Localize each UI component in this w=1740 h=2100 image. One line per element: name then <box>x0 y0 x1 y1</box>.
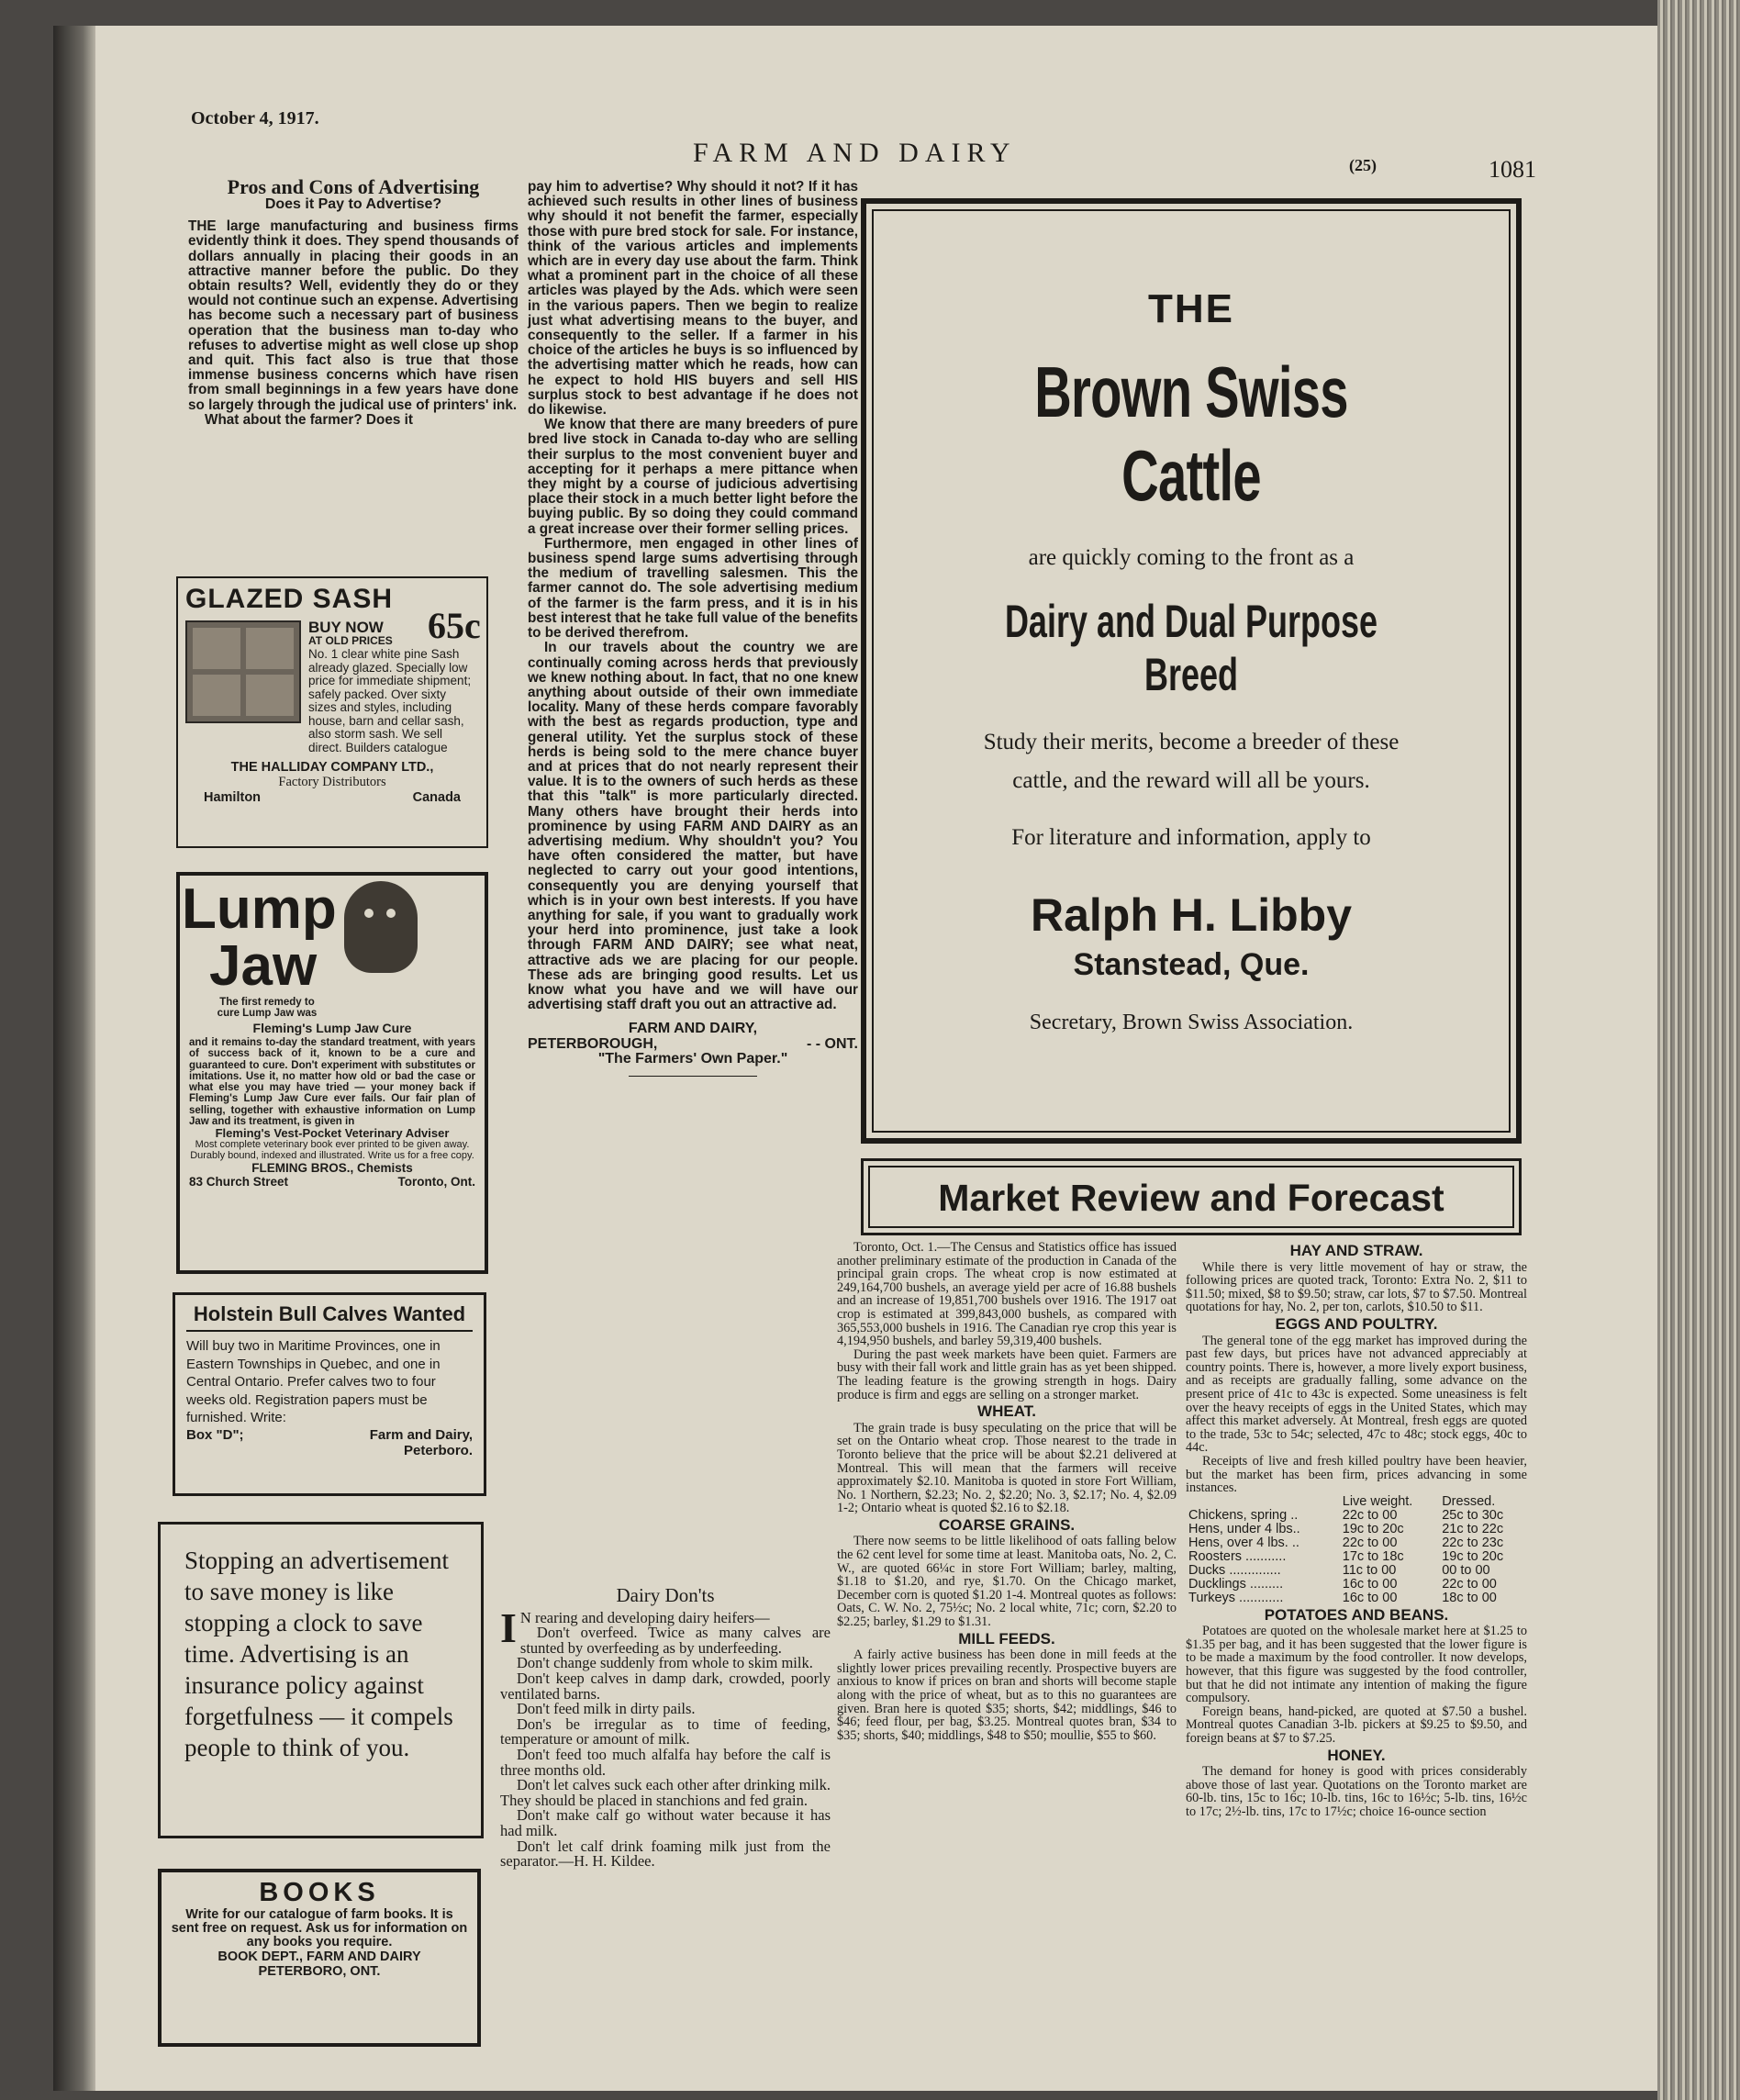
market-para: There now seems to be little likelihood of oats falling below the 62 cent level for some time at least. Manitoba oats, No. 2, C. W., are quoted 66¼c in store Fort William; barley, malting, $1.18 to $1.20, and rye, $1.70. On the Chicago market, December corn is quoted $1.20 1-4. Montreal quotes as follows: Oats, C. W. No. 2, 75½c; No. 2 local white, 71c; corn, $2.20 to $2.25; barley, $1.29 to $1.31. <box>837 1534 1177 1630</box>
ad-body: No. 1 clear white pine Sash already glazed. Specially low price for immediate shipment; safely packed. Over sixty sizes and styles, including house, barn and cellar sash, also storm sash. We sell direct. Builders catalogue <box>308 648 472 754</box>
brown-swiss-inner <box>872 209 1511 1133</box>
ad-title: Holstein Bull Calves Wanted <box>186 1302 473 1332</box>
window-sash-image <box>185 620 301 723</box>
ad-city: Peterboro. <box>403 1442 473 1458</box>
ad-literature: For literature and information, apply to <box>1011 825 1371 850</box>
ad-city: Toronto, Ont. <box>397 1175 475 1190</box>
table-cell: 19c to 20c <box>1442 1548 1504 1564</box>
dont-item: Don's be irregular as to time of feeding, temperature or amount of milk. <box>500 1715 831 1748</box>
article-column-1 <box>188 175 519 428</box>
ad-company: THE HALLIDAY COMPANY LTD., <box>230 760 434 775</box>
ad-study: Study their merits, become a breeder of these cattle, and the reward will all be yours. <box>983 730 1400 793</box>
dont-item: Don't let calf drink foaming milk just from the separator.—H. H. Kildee. <box>500 1837 831 1871</box>
table-row <box>1186 1578 1527 1592</box>
signoff-place: PETERBOROUGH, <box>528 1035 658 1052</box>
table-cell: Hens, under 4 lbs.. <box>1188 1521 1300 1536</box>
ad-body: Write for our catalogue of farm books. It is sent free on request. Ask us for information on any books you require. <box>171 1907 468 1949</box>
ad-body: Will buy two in Maritime Provinces, one in Eastern Townships in Quebec, and one in Central Ontario. Prefer calves two to four weeks old. Registration papers must be furnished. Write: <box>186 1338 441 1425</box>
table-cell: 19c to 20c <box>1342 1521 1404 1536</box>
signoff-ont: - - ONT. <box>807 1035 858 1052</box>
ad-city: Hamilton <box>204 790 262 805</box>
article-title: Pros and Cons of Advertising <box>227 175 480 198</box>
article-subtitle: Does it Pay to Advertise? <box>264 196 442 213</box>
book-name: Fleming's Vest-Pocket Veterinary Adviser <box>215 1126 450 1141</box>
ad-the: THE <box>1148 286 1234 331</box>
table-cell: 16c to 00 <box>1342 1590 1398 1605</box>
dairy-donts-title: Dairy Don'ts <box>616 1584 715 1606</box>
ad-street: 83 Church Street <box>189 1175 289 1190</box>
dairy-donts <box>500 1584 831 1871</box>
table-cell: Chickens, spring .. <box>1188 1507 1299 1523</box>
dont-item: Don't feed milk in dirty pails. <box>517 1700 696 1718</box>
section-heading: WHEAT. <box>977 1402 1036 1421</box>
poultry-price-table <box>1186 1495 1527 1605</box>
issue-date: October 4, 1917. <box>191 108 319 128</box>
market-title: Market Review and Forecast <box>868 1166 1514 1228</box>
ad-title: Brown Swiss Cattle <box>1034 352 1348 516</box>
market-para: Potatoes are quoted on the wholesale market here at $1.25 to $1.35 per bag, and it has been suggested that the lower figure is to be made a maximum by the food controller. It now develops, however, that this figure was suggested by the food controller, but that he did not intimate any intention of making the figure compulsory. <box>1186 1624 1527 1706</box>
glazed-sash-ad <box>176 576 488 848</box>
table-row <box>1186 1536 1527 1550</box>
section-heading: COARSE GRAINS. <box>938 1515 1076 1534</box>
ad-price: 65c <box>428 605 481 646</box>
buy-now: BUY NOW <box>308 619 384 636</box>
ad-body: and it remains to-day the standard treatment, with years of success back of it, known to be a cure and guaranteed to cure. Don't experiment with substitutes or imitations. Use it, no matter how old or bad the case or what else you may have tried — your money back if Fleming's Lump Jaw Cure ever fails. Our fair plan of selling, together with exhaustive information on Lump Jaw and its treatment, is given in <box>189 1037 475 1128</box>
signoff-motto: "The Farmers' Own Paper." <box>597 1050 788 1067</box>
books-ad <box>158 1869 481 2047</box>
market-para: During the past week markets have been quiet. Farmers are busy with their fall work and little grain has as yet been shipped. The leading feature is the growing strength in hogs. Dairy produce is firm and eggs are selling on a stronger market. <box>837 1346 1177 1402</box>
table-cell: 00 to 00 <box>1442 1562 1490 1578</box>
market-column-2 <box>1186 1241 1527 1819</box>
table-row <box>1186 1550 1527 1564</box>
table-cell: 22c to 00 <box>1342 1535 1398 1550</box>
market-para: A fairly active business has been done in mill feeds at the slightly lower prices prevailing recently. Prospective buyers are anxious to know if prices on bran and shorts will become staple along with the price of wheat, but as to this no guarantees are given. Bran here is quoted $35; shorts, $42; middlings, $46 to $46; feed flour, per bag, $3.25. Montreal quotes bran, $34 to $35; shorts, $40; middlings, $48 to $50; moullie, $55 to $60. <box>837 1648 1177 1743</box>
ad-box: Box "D"; <box>186 1426 244 1443</box>
section-heading: HAY AND STRAW. <box>1289 1242 1423 1259</box>
section-heading: MILL FEEDS. <box>958 1629 1055 1648</box>
table-cell: 17c to 18c <box>1342 1548 1404 1564</box>
ad-distributors: Factory Distributors <box>278 775 386 789</box>
page-edges <box>1657 0 1740 2100</box>
divider <box>629 1076 757 1077</box>
ad-place: Stanstead, Que. <box>1073 947 1310 982</box>
dont-item: Don't overfeed. Twice as many calves are stunted by overfeeding as by underfeeding. <box>519 1624 831 1657</box>
table-cell: 25c to 30c <box>1442 1507 1504 1523</box>
section-heading: HONEY. <box>1327 1746 1386 1764</box>
market-para: Receipts of live and fresh killed poultry have been heavier, but the market has been firm, prices advancing in some instances. <box>1186 1453 1527 1496</box>
table-cell: Hens, over 4 lbs. .. <box>1188 1535 1299 1550</box>
dont-item: Don't change suddenly from whole to skim milk. <box>517 1654 813 1672</box>
table-row <box>1186 1564 1527 1578</box>
table-row <box>1186 1523 1527 1536</box>
table-cell: 22c to 00 <box>1442 1576 1497 1592</box>
ad-dept: BOOK DEPT., FARM AND DAIRY <box>218 1949 421 1964</box>
market-para: The grain trade is busy speculating on the price that will be set on the Ontario wheat crop. Those nearest to the trade in Toronto believe that the price will be about $2.21 delivered at Montreal. This will mean that the farmers will receive approximately $2.10. Manitoba is quoted in store Fort William, No. 1 Northern, $2.23; No. 2, $2.20; No. 3, $2.17; No. 4, $2.09 1-2; Ontario wheat is quoted $2.16 to $2.18. <box>837 1420 1177 1516</box>
paragraph: Furthermore, men engaged in other lines of business spend large sums advertising through the medium of travelling salesmen. This the farmer cannot do. The sole advertising medium of the farmer is the farm press, and it is in his best interest that he take full value of the benefits to be derived therefrom. <box>528 535 858 642</box>
ad-title-1: Lump <box>182 877 337 941</box>
dont-item: Don't make calf go without water because it has had milk. <box>500 1806 831 1839</box>
ad-country: Canada <box>412 790 461 805</box>
table-cell: Ducks .............. <box>1188 1562 1281 1578</box>
market-para: The demand for honey is good with prices considerably above those of last year. Quotations on the Toronto market are 60-lb. tins, 15c to 16c; 10-lb. tins, 16c to 16½c; 5-lb. tins, 16½c to 17c; 2½-lb. tins, 17c to 17½c; choice 16-ounce section <box>1186 1764 1527 1819</box>
article-column-2 <box>528 180 858 1082</box>
book-spine <box>53 26 95 2091</box>
table-cell: Turkeys ............ <box>1188 1590 1284 1605</box>
ad-subtitle: Dairy and Dual Purpose Breed <box>1004 596 1378 700</box>
ad-company: FLEMING BROS., Chemists <box>251 1161 413 1176</box>
ad-line1: are quickly coming to the front as a <box>1028 545 1355 570</box>
paragraph: In our travels about the country we are continually coming across herds that previously we knew nothing about. In fact, that no one knew anything about outside of their own immediate locality. Many of these herds compare favorably with the best as regards production, type and general utility. Yet the surplus stock of these herds is being sold to the mere chance buyer and at prices that do not nearly represent their value. It is to the owners of such herds as these that this "talk" is more particularly directed. Many others have brought their herds into prominence by using FARM AND DAIRY as an advertising medium. Why shouldn't you? You have often considered the matter, but have neglected to carry out your good intentions, consequently you are denying yourself that which is in your own best interests. If you have anything for sale, if you want to gradually work your herd into prominence, just take a look through FARM AND DAIRY; see what neat, attractive ads we are placing for our people. These ads are bringing good results. Let us know what you have and we will have our advertising staff draft you out an attractive ad. <box>528 640 858 1013</box>
table-cell: Ducklings ......... <box>1188 1576 1284 1592</box>
paragraph: THE large manufacturing and business firms evidently think it does. They spend thousands of dollars annually in placing their goods in an attractive manner before the public. Do they obtain results? Well, evidently they do or they would not continue such an expense. Advertising has become such a necessary part of business operation that the business man to-day who refuses to advertise might as well close up shop and quit. This fact also is true that those immense business concerns which have risen from small beginnings in a few years have done so largely through the judical use of printers' ink. <box>188 218 519 413</box>
dont-item: Don't keep calves in damp dark, crowded, poorly ventilated barns. <box>500 1669 831 1703</box>
table-header: Dressed. <box>1442 1493 1496 1509</box>
signoff-name: FARM AND DAIRY, <box>628 1021 758 1037</box>
market-para: While there is very little movement of hay or straw, the following prices are quoted track, Toronto: Extra No. 2, $11 to $11.50; mixed, $8 to $9.50; straw, car lots, $7 to $7.50. Montreal quotations for hay, No. 2, per ton, carlots, $10.50 to $11. <box>1186 1259 1527 1315</box>
ad-paper: Farm and Dairy, <box>369 1426 473 1443</box>
old-prices: AT OLD PRICES <box>308 634 393 647</box>
stopping-ad <box>158 1522 484 1838</box>
ad-intro: The first remedy to cure Lump Jaw was <box>217 997 318 1019</box>
lump-jaw-ad <box>176 872 488 1274</box>
table-header-row <box>1186 1495 1527 1509</box>
table-cell: 21c to 22c <box>1442 1521 1504 1536</box>
market-para: Toronto, Oct. 1.—The Census and Statistics office has issued another preliminary estimate of the production in Canada of the principal grain crops. The wheat crop is now estimated at 249,164,700 bushels, an average yield per acre of 16.88 bushels and an increase of 19,851,700 bushels over 1916. The 1917 oat crop is estimated at 399,843,000 bushels, as compared with 365,553,000 bushels in 1916. The Canadian rye crop this year is 4,194,950 bushels, and barley 59,319,400 bushels. <box>837 1240 1177 1349</box>
product-name: Fleming's Lump Jaw Cure <box>252 1021 412 1035</box>
masthead: FARM AND DAIRY <box>693 138 1017 168</box>
page-number: 1081 <box>1489 156 1536 183</box>
table-cell: 16c to 00 <box>1342 1576 1398 1592</box>
brown-swiss-ad <box>861 198 1522 1144</box>
table-cell: 18c to 00 <box>1442 1590 1497 1605</box>
dont-item: Don't feed too much alfalfa hay before the calf is three months old. <box>500 1745 831 1779</box>
book-desc: Most complete veterinary book ever printed to be given away. Durably bound, indexed and illustrated. Write us for a free copy. <box>190 1139 474 1162</box>
holstein-ad <box>173 1292 486 1496</box>
table-cell: 22c to 23c <box>1442 1535 1504 1550</box>
table-cell: 22c to 00 <box>1342 1507 1398 1523</box>
section-heading: POTATOES AND BEANS. <box>1264 1605 1449 1624</box>
table-cell: Roosters ........... <box>1188 1548 1287 1564</box>
section-heading: EGGS AND POULTRY. <box>1275 1314 1438 1333</box>
paragraph: What about the farmer? Does it <box>205 411 413 428</box>
ad-text: Stopping an advertisement to save money is like stopping a clock to save time. Advertising is an insurance policy against forgetfulness — it compels people to think of you. <box>184 1547 453 1761</box>
ad-title: BOOKS <box>259 1878 380 1907</box>
table-row <box>1186 1509 1527 1523</box>
table-header: Live weight. <box>1342 1493 1413 1509</box>
ad-city: PETERBORO, ONT. <box>258 1964 381 1979</box>
paragraph: We know that there are many breeders of pure bred live stock in Canada to-day who are selling their surplus to the most convenient buyer and accepting for it perhaps a mere pittance when they might by a course of judicious advertising place their stock in a much better light before the buying public. By so doing they could command a great increase over their former selling prices. <box>528 417 858 537</box>
market-column-1 <box>837 1241 1177 1742</box>
cow-head-icon <box>344 881 418 973</box>
signoff-place-line <box>528 1037 858 1052</box>
market-header-box <box>861 1158 1522 1235</box>
table-header <box>1186 1495 1340 1509</box>
drop-cap: I <box>500 1603 517 1651</box>
intro-text: N rearing and developing dairy heifers— <box>519 1608 770 1626</box>
ad-role: Secretary, Brown Swiss Association. <box>1029 1011 1354 1034</box>
table-cell: 11c to 00 <box>1342 1562 1397 1578</box>
paragraph: pay him to advertise? Why should it not? If it has achieved such results in other lines of business why should it not benefit the farmer, especially those with pure bred stock for sale. For instance, think of the various articles and implements which are in every day use about the farm. Think what a prominent part in the choice of all these articles was played by the Ads. which were seen in the various papers. Then we begin to realize just what advertising means to the buyer, and consequently to the seller. If a farmer in his choice of the articles he buys is so influenced by the advertising matter which he reads, how can he expect to hold HIS buyers and sell HIS surplus stock to best advantage if he does not do likewise. <box>528 179 858 419</box>
dont-item: Don't let calves suck each other after drinking milk. They should be placed in stanchions and fed grain. <box>500 1776 831 1809</box>
ad-title: GLAZED SASH <box>185 584 394 614</box>
section-page: (25) <box>1349 156 1377 174</box>
table-row <box>1186 1592 1527 1605</box>
ad-title-2: Jaw <box>209 934 318 998</box>
ad-name: Ralph H. Libby <box>1031 889 1352 941</box>
market-para: Foreign beans, hand-picked, are quoted at $7.50 a bushel. Montreal quotes Canadian 3-lb. pickers at $9.25 to $9.50, and foreign beans at $7 to $7.25. <box>1186 1703 1527 1747</box>
market-para: The general tone of the egg market has improved during the past few days, but prices have not advanced appreciably at country points. There is, however, a more lively export business, and as receipts are gradually falling, some advance on the present price of 41c to 43c is expected. Some uneasiness is felt over the heavy receipts of eggs in the United States, which may affect this market adversely. At Montreal, fresh eggs are quoted to the trade, 53c to 54c; selected, 47c to 48c; stock eggs, 40c to 44c. <box>1186 1333 1527 1456</box>
